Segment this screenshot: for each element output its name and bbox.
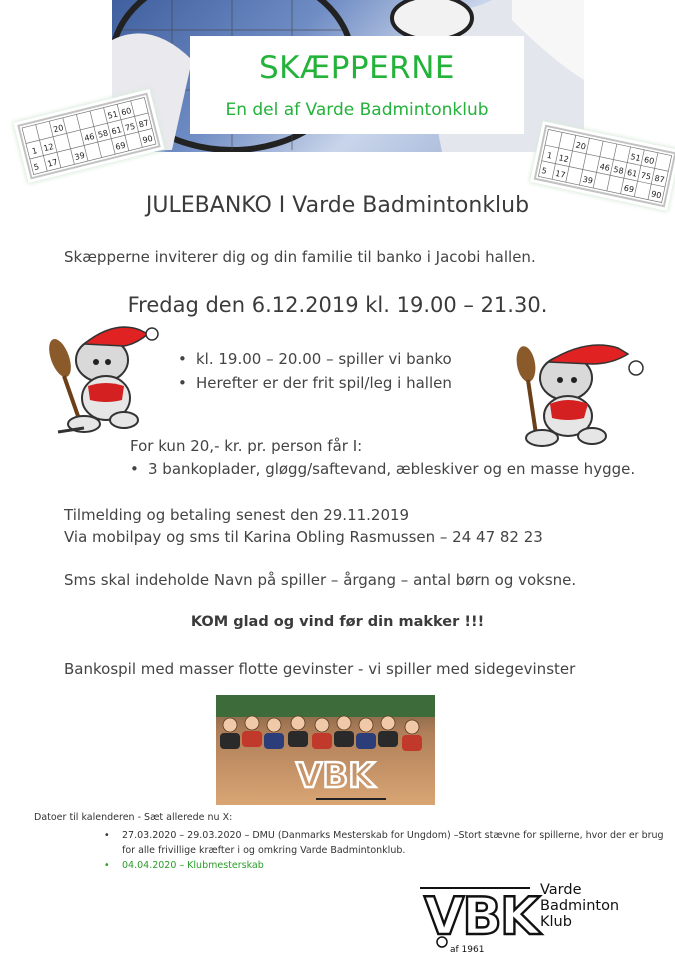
svg-text:12: 12 <box>557 153 570 165</box>
svg-text:87: 87 <box>137 118 150 130</box>
svg-text:61: 61 <box>110 125 123 137</box>
svg-text:39: 39 <box>581 174 594 186</box>
svg-text:1: 1 <box>546 150 553 161</box>
svg-text:90: 90 <box>141 133 154 146</box>
schedule-list <box>174 347 452 395</box>
logo-name-line: Badminton <box>540 898 620 914</box>
svg-text:46: 46 <box>83 131 96 144</box>
schedule-item: • kl. 19.00 – 20.00 – spiller vi banko <box>174 347 452 371</box>
price-intro: For kun 20,- kr. pr. person får I: <box>130 437 363 455</box>
sms-info: Sms skal indeholde Navn på spiller – årgang – antal børn og voksne. <box>64 571 577 589</box>
vbk-logo-text <box>540 882 619 930</box>
svg-text:39: 39 <box>73 150 86 162</box>
svg-text:61: 61 <box>626 167 639 179</box>
bingo-card-grid <box>20 95 159 177</box>
svg-text:12: 12 <box>42 141 55 154</box>
svg-text:20: 20 <box>52 123 65 135</box>
vbk-logo-mark: VBK <box>424 887 539 947</box>
price-list <box>126 460 635 478</box>
calendar-list <box>104 828 664 873</box>
svg-text:46: 46 <box>598 162 611 173</box>
event-date: Fredag den 6.12.2019 kl. 19.00 – 21.30. <box>127 293 548 317</box>
calendar-title: Datoer til kalenderen - Sæt allerede nu X: <box>34 812 233 823</box>
svg-text:75: 75 <box>639 170 652 182</box>
svg-text:90: 90 <box>650 189 663 201</box>
svg-text:51: 51 <box>629 152 642 164</box>
event-heading: JULEBANKO I Varde Badmintonklub <box>145 193 530 218</box>
kids-photo <box>216 695 435 805</box>
svg-text:69: 69 <box>622 183 635 195</box>
svg-text:87: 87 <box>653 173 666 185</box>
prizes-text: Bankospil med masser flotte gevinster - vi spiller med sidegevinster <box>64 660 576 678</box>
club-name: SKÆPPERNE <box>259 50 455 86</box>
svg-text:5: 5 <box>32 162 41 173</box>
logo-name-line: Varde <box>540 882 582 898</box>
logo-name-line: Klub <box>540 914 572 930</box>
svg-text:17: 17 <box>554 168 567 180</box>
svg-text:51: 51 <box>106 109 119 121</box>
calendar-item: • 27.03.2020 – 29.03.2020 – DMU (Danmarks Mesterskab for Ungdom) –Stort stævne for spillerne, hvor der er brug for alle frivillige kræfter i og omkring Varde Badmintonklub. <box>104 828 664 858</box>
svg-text:1: 1 <box>31 146 39 157</box>
signup-deadline: Tilmelding og betaling senest den 29.11.2019 <box>64 506 410 524</box>
mouse-mascot-right-icon <box>496 338 650 450</box>
svg-text:58: 58 <box>97 128 110 140</box>
title-box <box>190 36 524 134</box>
club-subtitle: En del af Varde Badmintonklub <box>225 100 489 120</box>
bingo-card-left <box>17 93 161 180</box>
price-item: • 3 bankoplader, gløgg/saftevand, æbleskiver og en masse hygge. <box>126 460 635 478</box>
svg-text:60: 60 <box>120 106 133 118</box>
svg-text:20: 20 <box>574 140 587 152</box>
svg-text:5: 5 <box>540 166 548 176</box>
mouse-mascot-left-icon <box>44 320 164 438</box>
svg-text:75: 75 <box>124 121 137 133</box>
photo-vbk-letters: VBK <box>296 756 375 796</box>
invite-text: Skæpperne inviterer dig og din familie til banko i Jacobi hallen. <box>64 248 536 266</box>
slogan: KOM glad og vind før din makker !!! <box>190 614 485 630</box>
svg-text:69: 69 <box>114 140 127 152</box>
signup-contact: Via mobilpay og sms til Karina Obling Rasmussen – 24 47 82 23 <box>64 528 543 546</box>
calendar-item: • 04.04.2020 – Klubmesterskab <box>104 858 664 873</box>
svg-text:60: 60 <box>643 155 656 167</box>
vbk-founded: af 1961 <box>450 945 485 954</box>
svg-text:58: 58 <box>612 164 625 176</box>
svg-text:17: 17 <box>46 157 59 169</box>
schedule-item: • Herefter er der frit spil/leg i hallen <box>174 371 452 395</box>
